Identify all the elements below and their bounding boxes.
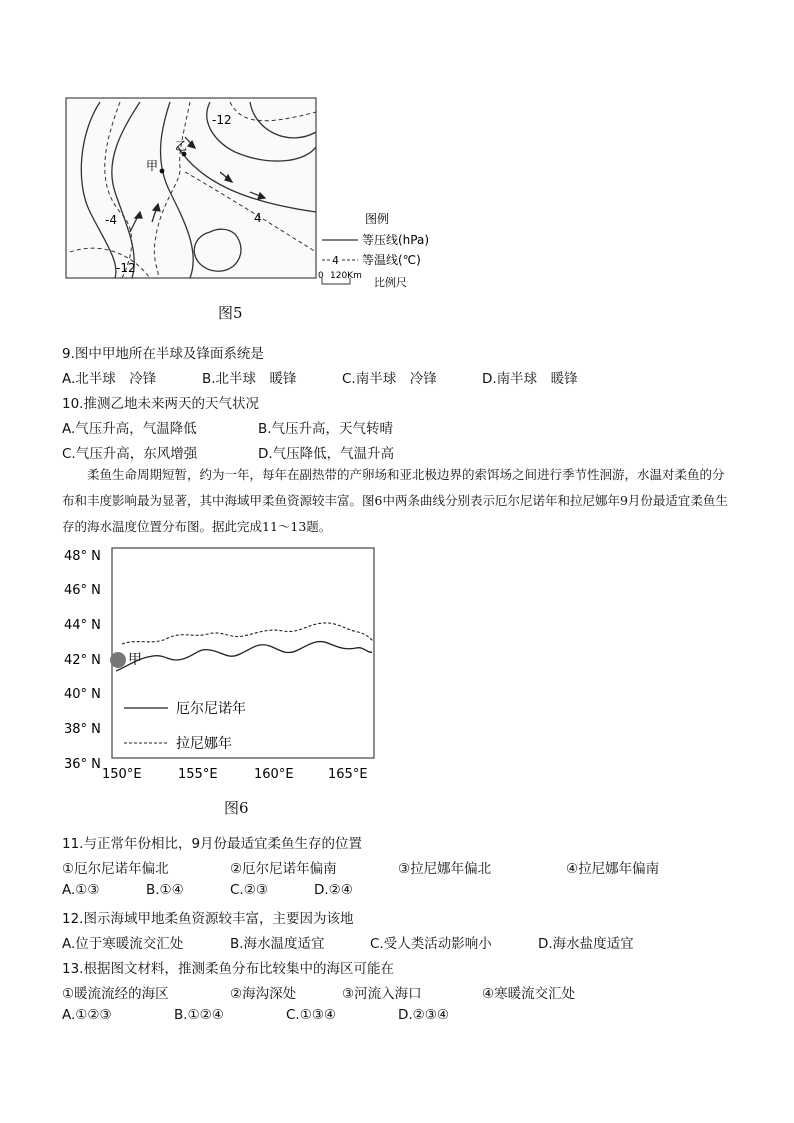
figure-5-map	[60, 92, 460, 307]
q11-option-a: A.①③	[62, 882, 100, 898]
q12-option-c: C.受人类活动影响小	[370, 936, 492, 952]
isobar-label: -12	[116, 261, 136, 275]
q13-option-c: C.①③④	[286, 1007, 337, 1023]
q9-option-a: A.北半球 冷锋	[62, 371, 157, 387]
point-jia-label: 甲	[146, 159, 159, 173]
q12-option-b: B.海水温度适宜	[230, 936, 325, 952]
q13-option-a: A.①②③	[62, 1007, 112, 1023]
q10-option-c: C.气压升高，东风增强	[62, 446, 198, 462]
figure-6-chart	[58, 538, 388, 798]
y-tick-label: 44° N	[64, 618, 101, 633]
question-11-stem: 11.与正常年份相比，9月份最适宜柔鱼生存的位置	[62, 836, 363, 852]
q11-item-1: ①厄尔尼诺年偏北	[62, 861, 169, 877]
scale-label: 比例尺	[374, 276, 407, 289]
question-9-stem: 9.图中甲地所在半球及锋面系统是	[62, 346, 264, 362]
isotherm-label: 4	[254, 211, 262, 225]
q13-item-1: ①暖流流经的海区	[62, 986, 169, 1002]
figure-6-caption: 图6	[224, 799, 249, 817]
y-tick-label: 48° N	[64, 549, 101, 564]
q10-option-d: D.气压降低，气温升高	[258, 446, 395, 462]
isobar-label: -4	[105, 213, 117, 227]
q9-option-d: D.南半球 暖锋	[482, 371, 578, 387]
q11-option-c: C.②③	[230, 882, 268, 898]
q11-option-b: B.①④	[146, 882, 184, 898]
y-tick-label: 42° N	[64, 653, 101, 668]
x-axis	[102, 767, 368, 782]
q12-option-d: D.海水盐度适宜	[538, 936, 634, 952]
legend-el-nino: 厄尔尼诺年	[176, 701, 246, 717]
legend-la-nina: 拉尼娜年	[176, 736, 232, 752]
passage-text: 柔鱼生命周期短暂，约为一年，每年在副热带的产卵场和亚北极边界的索饵场之间进行季节性洄游，水温对柔鱼的分布和丰度影响最为显著，其中海域甲柔鱼资源较丰富。图6中两条曲线分别表示厄尔尼诺年和拉尼娜年9月份最适宜柔鱼生存的海水温度位置分布图。据此完成11～13题。	[62, 467, 728, 534]
point-jia-marker	[110, 652, 126, 668]
figure-5-caption: 图5	[218, 304, 243, 322]
question-10-stem: 10.推测乙地未来两天的天气状况	[62, 396, 259, 412]
q11-item-4: ④拉尼娜年偏南	[566, 861, 660, 877]
y-tick-label: 36° N	[64, 757, 101, 772]
q13-option-d: D.②③④	[398, 1007, 449, 1023]
q9-option-b: B.北半球 暖锋	[202, 371, 297, 387]
q13-item-3: ③河流入海口	[342, 986, 422, 1002]
q13-item-2: ②海沟深处	[230, 986, 297, 1002]
question-13-stem: 13.根据图文材料，推测柔鱼分布比较集中的海区可能在	[62, 961, 394, 977]
q9-option-c: C.南半球 冷锋	[342, 371, 437, 387]
isobar-label: -12	[212, 113, 232, 127]
q13-option-b: B.①②④	[174, 1007, 224, 1023]
point-jia-label: 甲	[128, 652, 142, 668]
q13-item-4: ④寒暖流交汇处	[482, 986, 576, 1002]
point-jia-marker	[160, 169, 165, 174]
y-tick-label: 38° N	[64, 722, 101, 737]
point-yi-label: 乙	[175, 139, 188, 153]
legend-isobar: 等压线(hPa)	[362, 233, 430, 247]
q11-item-3: ③拉尼娜年偏北	[398, 861, 492, 877]
q11-item-2: ②厄尔尼诺年偏南	[230, 861, 337, 877]
q10-option-b: B.气压升高，天气转晴	[258, 421, 394, 437]
y-axis	[64, 549, 101, 772]
legend-isotherm-num: 4	[332, 254, 339, 267]
q11-option-d: D.②④	[314, 882, 353, 898]
legend-title: 图例	[365, 212, 390, 226]
x-tick-label: 155°E	[178, 767, 218, 782]
x-tick-label: 150°E	[102, 767, 142, 782]
question-12-stem: 12.图示海域甲地柔鱼资源较丰富，主要因为该地	[62, 911, 354, 927]
y-tick-label: 40° N	[64, 687, 101, 702]
x-tick-label: 160°E	[254, 767, 294, 782]
scale-zero: 0	[318, 271, 324, 281]
scale-distance: 120Km	[330, 271, 362, 281]
y-tick-label: 46° N	[64, 583, 101, 598]
x-tick-label: 165°E	[328, 767, 368, 782]
legend-isotherm: 等温线(℃)	[362, 253, 421, 267]
q12-option-a: A.位于寒暖流交汇处	[62, 936, 184, 952]
q10-option-a: A.气压升高，气温降低	[62, 421, 197, 437]
